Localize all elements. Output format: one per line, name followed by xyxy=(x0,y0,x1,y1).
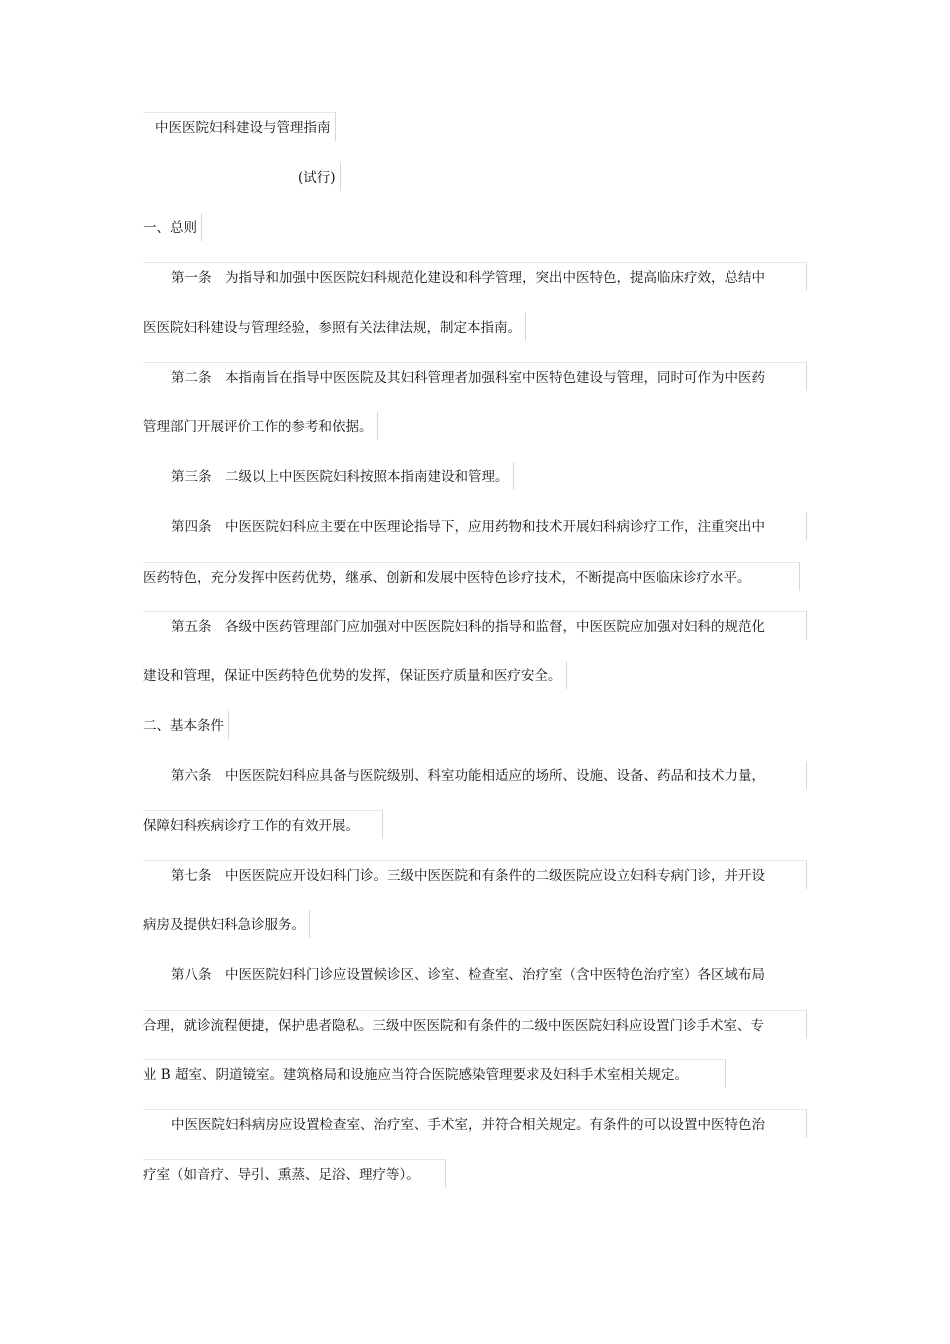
section-heading: 一、总则 xyxy=(143,213,202,241)
paragraph-line: 医医院妇科建设与管理经验，参照有关法律法规，制定本指南。 xyxy=(143,313,526,341)
paragraph-line: 建设和管理，保证中医药特色优势的发挥，保证医疗质量和医疗安全。 xyxy=(143,661,567,689)
paragraph-line: 管理部门开展评价工作的参考和依据。 xyxy=(143,412,378,440)
paragraph-line: 第二条 本指南旨在指导中医医院及其妇科管理者加强科室中医特色建设与管理，同时可作为中医药 xyxy=(143,362,807,391)
paragraph-line: 第四条 中医医院妇科应主要在中医理论指导下，应用药物和技术开展妇科病诊疗工作，注重突出中 xyxy=(143,512,807,540)
section-heading: 二、基本条件 xyxy=(143,711,229,739)
document-subtitle: (试行) xyxy=(298,163,341,191)
document-title: 中医医院妇科建设与管理指南 xyxy=(143,112,336,141)
paragraph-line: 第八条 中医医院妇科门诊应设置候诊区、诊室、检查室、治疗室（含中医特色治疗室）各区域布局 xyxy=(171,967,765,983)
paragraph-line: 中医医院妇科病房应设置检查室、治疗室、手术室，并符合相关规定。有条件的可以设置中医特色治 xyxy=(143,1109,807,1138)
paragraph-line: 业 B 超室、阴道镜室。建筑格局和设施应当符合医院感染管理要求及妇科手术室相关规定。 xyxy=(143,1059,726,1088)
paragraph-line: 医药特色，充分发挥中医药优势，继承、创新和发展中医特色诊疗技术，不断提高中医临床诊疗水平。 xyxy=(143,562,800,591)
paragraph-line: 合理，就诊流程便捷，保护患者隐私。三级中医医院和有条件的二级中医医院妇科应设置门诊手术室、专 xyxy=(143,1010,807,1039)
paragraph-line: 第五条 各级中医药管理部门应加强对中医医院妇科的指导和监督，中医医院应加强对妇科的规范化 xyxy=(143,611,807,640)
paragraph-line: 第六条 中医医院妇科应具备与医院级别、科室功能相适应的场所、设施、设备、药品和技术力量， xyxy=(143,761,807,789)
paragraph-line: 疗室（如音疗、导引、熏蒸、足浴、理疗等）。 xyxy=(143,1159,446,1188)
paragraph-line: 第七条 中医医院应开设妇科门诊。三级中医医院和有条件的二级医院应设立妇科专病门诊，并开设 xyxy=(143,860,807,889)
paragraph-line: 第三条 二级以上中医医院妇科按照本指南建设和管理。 xyxy=(143,462,514,490)
paragraph-line: 保障妇科疾病诊疗工作的有效开展。 xyxy=(143,810,383,839)
paragraph-line: 第一条 为指导和加强中医医院妇科规范化建设和科学管理，突出中医特色，提高临床疗效，总结中 xyxy=(143,262,807,291)
paragraph-line: 病房及提供妇科急诊服务。 xyxy=(143,910,310,938)
